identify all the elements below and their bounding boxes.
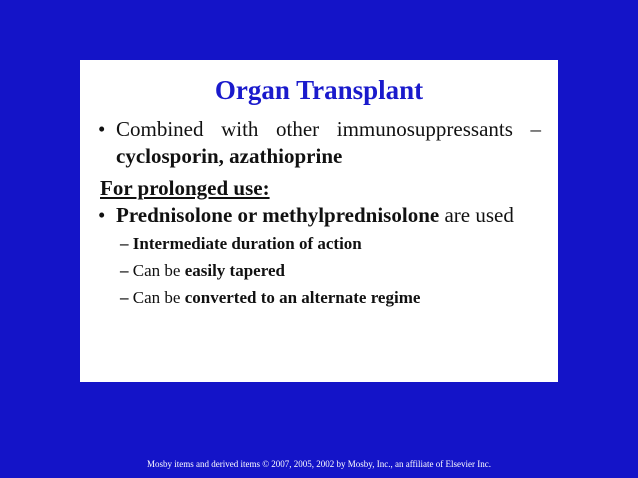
bullet-1-word-4: immunosuppressants [336,117,513,141]
subitem-3-bold: converted to an alternate regime [184,288,421,307]
subitem-1-dash: – [120,234,129,253]
section-heading: For prolonged use: [100,176,270,200]
slide-panel [80,60,558,382]
bullet-1-line-1 [116,117,541,142]
bullet-1-word-5: – [530,117,541,141]
subitem-2-bold: easily tapered [184,261,285,280]
bullet-2-rest: are used [439,203,514,227]
copyright-footer: Mosby items and derived items © 2007, 2005, 2002 by Mosby, Inc., an affiliate of Elsevier Inc. [146,459,492,469]
slide-title: Organ Transplant [214,75,424,105]
bullet-2-drug-names: Prednisolone or methylprednisolone [116,203,440,227]
subitem-3-plain: Can be [132,288,185,307]
bullet-1-line-2: cyclosporin, azathioprine [116,144,343,168]
subitem-2 [120,260,285,281]
bullet-marker-2: • [98,203,106,227]
subitem-1 [120,233,362,254]
subitem-2-plain: Can be [132,261,185,280]
bullet-1-word-1: Combined [116,117,204,141]
subitem-2-dash: – [120,261,129,280]
bullet-2-text [116,203,514,228]
bullet-marker-1: • [98,117,106,141]
subitem-3 [120,287,420,308]
bullet-1-word-2: with [221,117,259,141]
subitem-1-bold: Intermediate duration of action [132,234,362,253]
bullet-1-word-3: other [276,117,320,141]
subitem-3-dash: – [120,288,129,307]
